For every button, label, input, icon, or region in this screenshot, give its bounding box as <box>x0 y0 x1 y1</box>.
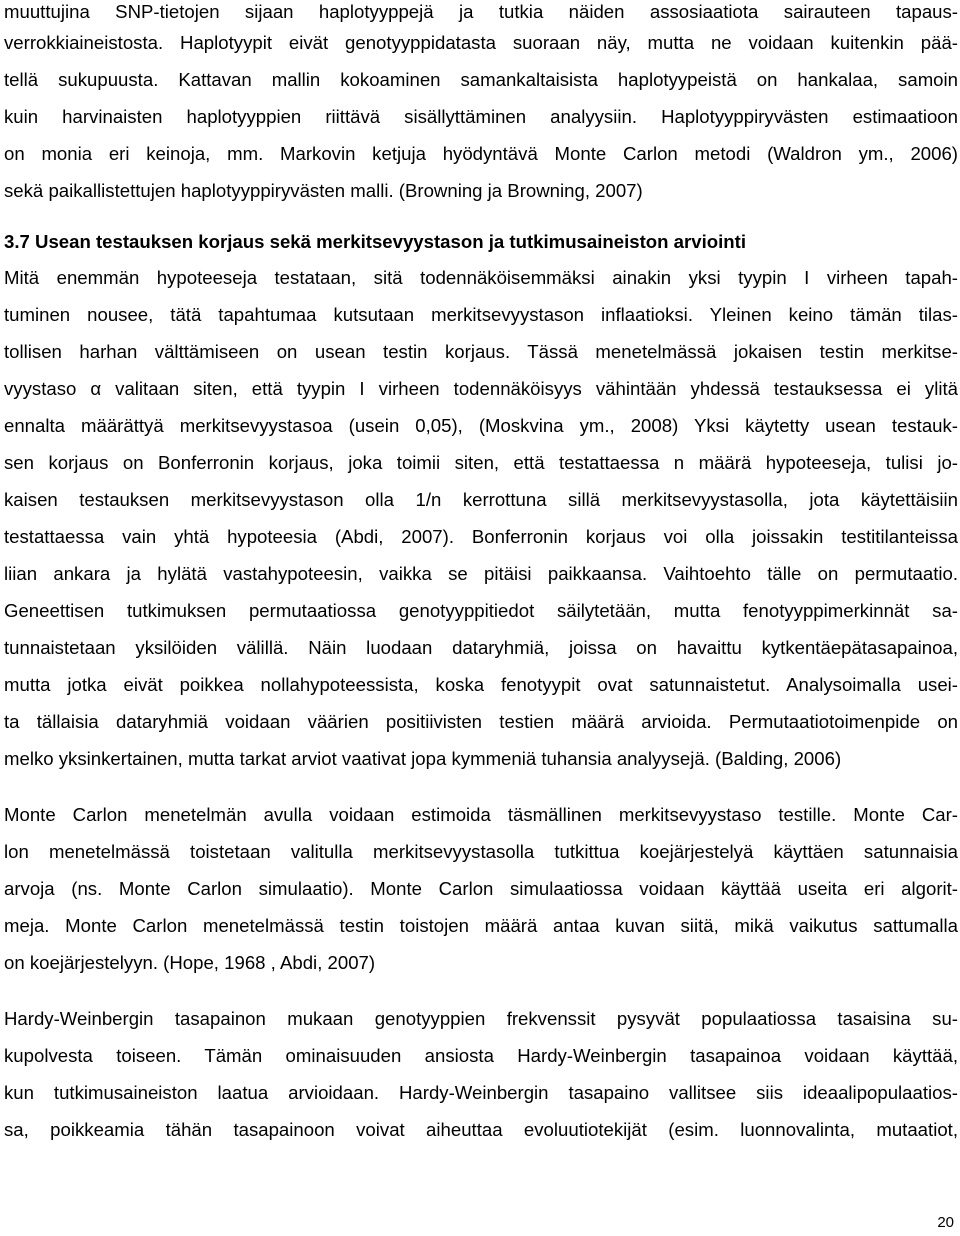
paragraph-multiple-testing-correction <box>4 259 958 777</box>
text-line: Geneettisen tutkimuksen permutaatiossa genotyyppitiedot säilytetään, mutta fenotyyppimerkinnät sa- <box>4 600 958 621</box>
text-line: meja. Monte Carlon menetelmässä testin toistojen määrä antaa kuvan siitä, mikä vaikutus sattumalla <box>4 915 958 936</box>
paragraph-monte-carlo <box>4 796 958 981</box>
text-line: liian ankara ja hylätä vastahypoteesin, vaikka se pitäisi paikkaansa. Vaihtoehto tälle on permutaatio. <box>4 563 958 584</box>
text-line: on monia eri keinoja, mm. Markovin ketjuja hyödyntävä Monte Carlon metodi (Waldron ym., 2006) <box>4 143 958 164</box>
text-line: mutta jotka eivät poikkea nollahypoteessista, koska fenotyypit ovat satunnaistetut. Analysoimalla usei- <box>4 674 958 695</box>
text-line: ennalta määrättyä merkitsevyystasoa (usein 0,05), (Moskvina ym., 2008) Yksi käytetty usean testauk- <box>4 415 958 436</box>
text-line: tunnaistetaan yksilöiden välillä. Näin luodaan dataryhmiä, joissa on havaittu kytkentäepätasapainoa, <box>4 637 958 658</box>
text-line: muuttujina SNP-tietojen sijaan haplotyyppejä ja tutkia näiden assosiaatiota sairauteen tapaus- <box>4 1 958 22</box>
spacer <box>4 981 958 1000</box>
text-line: vyystaso α valitaan siten, että tyypin I virheen todennäköisyys vähintään yhdessä testauksessa ei ylitä <box>4 378 958 399</box>
text-line: sa, poikkeamia tähän tasapainoon voivat aiheuttaa evoluutiotekijät (esim. luonnovalinta, mutaatiot, <box>4 1119 958 1140</box>
text-line: Hardy-Weinbergin tasapainon mukaan genotyyppien frekvenssit pysyvät populaatiossa tasaisina su- <box>4 1008 958 1029</box>
text-line: tuminen nousee, tätä tapahtumaa kutsutaan merkitsevyystason inflaatioksi. Yleinen keino tämän tilas- <box>4 304 958 325</box>
text-line: tollisen harhan välttämiseen on usean testin korjaus. Tässä menetelmässä jokaisen testin merkitse- <box>4 341 958 362</box>
text-line: kuin harvinaisten haplotyyppien riittävä sisällyttäminen analyysiin. Haplotyyppiryvästen estimaatioon <box>4 106 958 127</box>
text-line: kupolvesta toiseen. Tämän ominaisuuden ansiosta Hardy-Weinbergin tasapainoa voidaan käyttää, <box>4 1045 958 1066</box>
text-line: kun tutkimusaineiston laatua arvioidaan. Hardy-Weinbergin tasapaino vallitsee siis ideaalipopulaatios- <box>4 1082 958 1103</box>
document-page <box>4 0 958 1148</box>
spacer <box>4 777 958 796</box>
text-line: sen korjaus on Bonferronin korjaus, joka toimii siten, että testattaessa n määrä hypoteeseja, tulisi jo- <box>4 452 958 473</box>
text-line: verrokkiaineistosta. Haplotyypit eivät genotyyppidatasta suoraan näy, mutta ne voidaan kuitenkin pää- <box>4 32 958 53</box>
spacer <box>4 209 958 229</box>
text-line: ta tällaisia dataryhmiä voidaan väärien positiivisten testien määrä arvioida. Permutaatiotoimenpide on <box>4 711 958 732</box>
text-line: kaisen testauksen merkitsevyystason olla 1/n kerrottuna sillä merkitsevyystasolla, jota käytettäisiin <box>4 489 958 510</box>
text-line: sekä paikallistettujen haplotyyppiryvästen malli. (Browning ja Browning, 2007) <box>4 180 643 201</box>
text-line: on koejärjestelyyn. (Hope, 1968 , Abdi, 2007) <box>4 952 376 973</box>
page-number: 20 <box>937 1214 954 1231</box>
paragraph-haplotypes <box>4 0 958 209</box>
paragraph-hardy-weinberg <box>4 1000 958 1148</box>
text-line: Monte Carlon menetelmän avulla voidaan estimoida täsmällinen merkitsevyystaso testille. Monte Car- <box>4 804 958 825</box>
text-line: lon menetelmässä toistetaan valitulla merkitsevyystasolla tutkittua koejärjestelyä käyttäen satunnaisia <box>4 841 958 862</box>
text-line: Mitä enemmän hypoteeseja testataan, sitä todennäköisemmäksi ainakin yksi tyypin I virheen tapah- <box>4 267 958 288</box>
section-heading: 3.7 Usean testauksen korjaus sekä merkitsevyystason ja tutkimusaineiston arviointi <box>4 231 747 252</box>
text-line: tellä sukupuusta. Kattavan mallin kokoaminen samankaltaisista haplotyypeistä on hankalaa, samoin <box>4 69 958 90</box>
text-line: melko yksinkertainen, mutta tarkat arviot vaativat jopa kymmeniä tuhansia analyysejä. (Balding, 2006) <box>4 748 842 769</box>
text-line: testattaessa vain yhtä hypoteesia (Abdi, 2007). Bonferronin korjaus voi olla joissakin testitilanteissa <box>4 526 958 547</box>
text-line: arvoja (ns. Monte Carlon simulaatio). Monte Carlon simulaatiossa voidaan käyttää useita eri algorit- <box>4 878 958 899</box>
